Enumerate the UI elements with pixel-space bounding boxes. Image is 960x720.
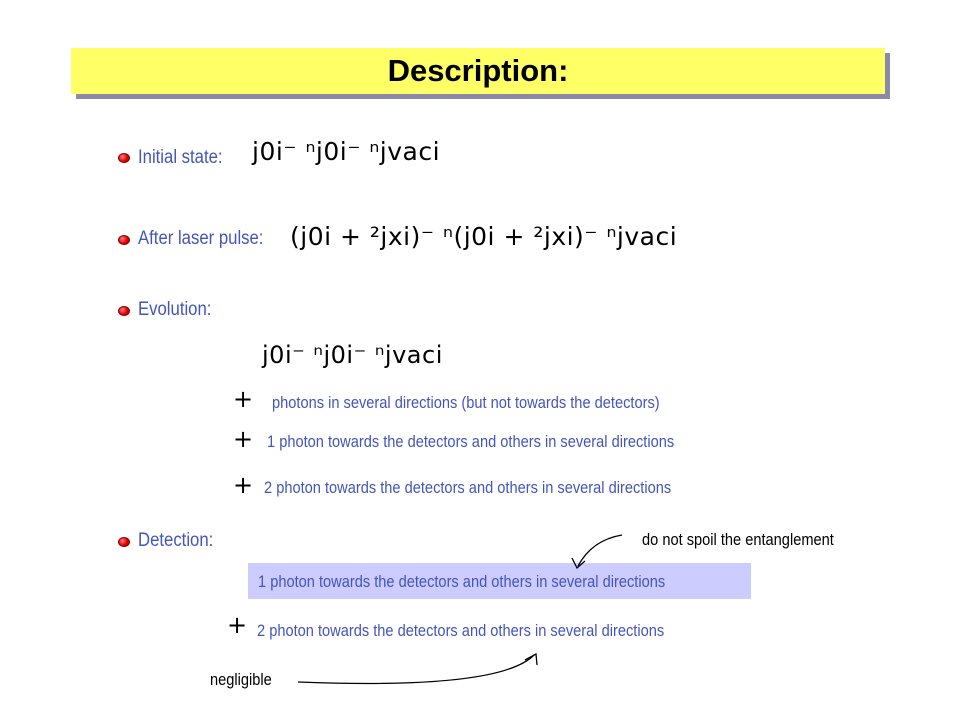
laser-pulse-label: After laser pulse: xyxy=(138,228,264,249)
note-negligible: negligible xyxy=(210,670,272,689)
detection-second-term: 2 photon towards the detectors and others in several directions xyxy=(257,621,665,640)
laser-pulse-formula: (j0i + ²jxi)⁻ ⁿ(j0i + ²jxi)⁻ ⁿjvaci xyxy=(290,222,678,251)
initial-state-label: Initial state: xyxy=(138,147,223,168)
detection-label: Detection: xyxy=(138,530,214,551)
evolution-label: Evolution: xyxy=(138,299,212,320)
evolution-term-2: 1 photon towards the detectors and others in several directions xyxy=(267,432,675,451)
note-entanglement: do not spoil the entanglement xyxy=(642,530,834,549)
evolution-term-3: 2 photon towards the detectors and others in several directions xyxy=(264,478,672,497)
arrow-to-second-term-head xyxy=(525,654,537,665)
arrow-to-highlight-head xyxy=(572,558,585,568)
evolution-plus-1: + xyxy=(233,385,254,413)
slide-title: Description: xyxy=(387,53,569,88)
arrow-to-second-term xyxy=(298,655,534,683)
evolution-term-1: photons in several directions (but not towards the detectors) xyxy=(272,393,660,412)
evolution-formula: j0i⁻ ⁿj0i⁻ ⁿjvaci xyxy=(262,341,443,369)
detection-highlighted-term: 1 photon towards the detectors and others in several directions xyxy=(258,572,666,591)
detection-plus: + xyxy=(227,611,248,639)
evolution-plus-3: + xyxy=(233,471,254,499)
initial-state-formula: j0i⁻ ⁿj0i⁻ ⁿjvaci xyxy=(252,137,441,166)
evolution-plus-2: + xyxy=(233,425,254,453)
